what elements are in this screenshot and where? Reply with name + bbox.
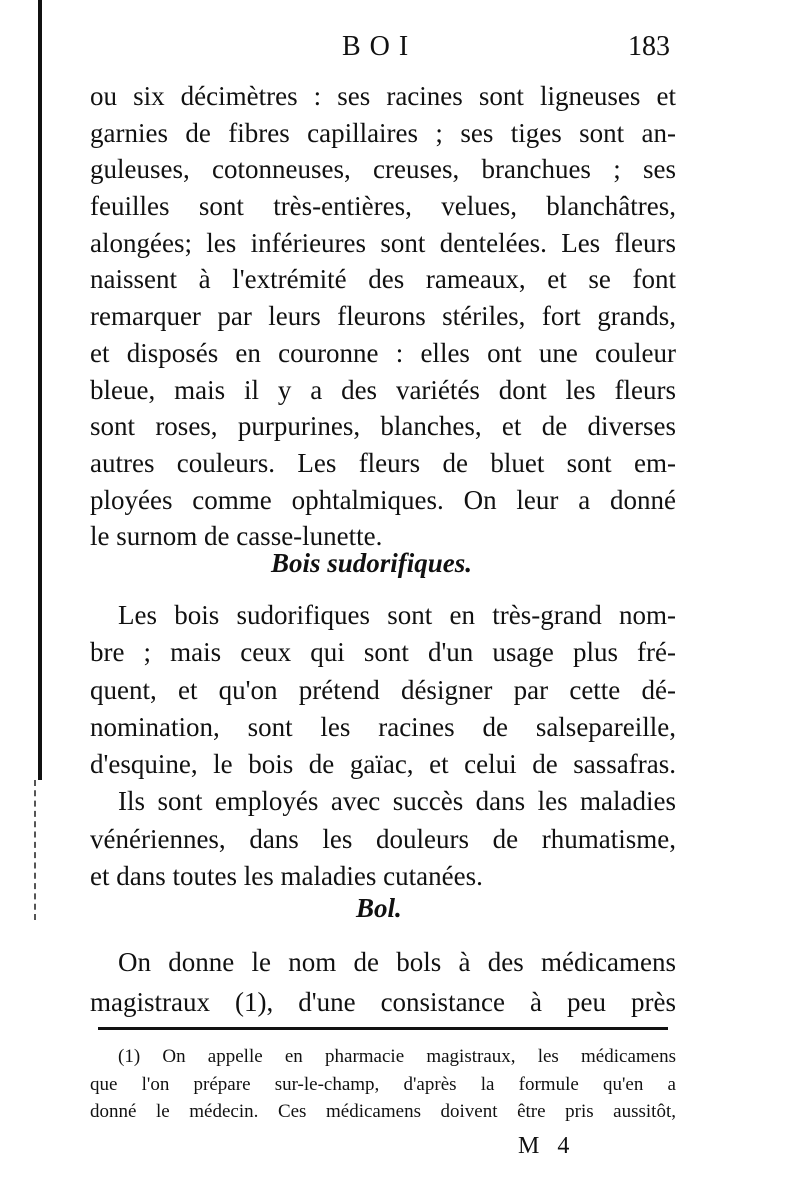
text-line: sont roses, purpurines, blanches, et de diverses [90, 411, 676, 442]
page-header [90, 31, 670, 67]
text-line: naissent à l'extrémité des rameaux, et se font [90, 264, 676, 295]
article-bois-sudorifiques-text [90, 597, 676, 895]
text-line: nomination, sont les racines de salsepareille, [90, 711, 676, 742]
text-line: garnies de fibres capillaires ; ses tiges sont an- [90, 117, 676, 148]
text-line: bleue, mais il y a des variétés dont les fleurs [90, 374, 676, 405]
footnote-line: donné le médecin. Ces médicamens doivent être pris aussitôt, [90, 1101, 676, 1122]
text-line: feuilles sont très-entières, velues, blanchâtres, [90, 191, 676, 222]
text-line: quent, et qu'on prétend désigner par cette dé- [90, 674, 676, 705]
text-line: Les bois sudorifiques sont en très-grand nom- [118, 600, 676, 630]
article-bol-text [90, 942, 676, 1022]
article-bluet-text [90, 78, 676, 555]
text-line: Ils sont employés avec succès dans les maladies [118, 786, 676, 817]
footnote-line: (1) On appelle en pharmacie magistraux, les médicamens [118, 1046, 676, 1067]
footnote-line: que l'on prépare sur-le-champ, d'après la formule qu'en a [90, 1073, 676, 1095]
text-line: le surnom de casse-lunette. [90, 521, 383, 552]
page-number: 183 [628, 31, 670, 62]
running-head: BOI [342, 31, 418, 62]
text-line: et dans toutes les maladies cutanées. [90, 861, 483, 892]
footnote-divider [98, 1027, 668, 1030]
text-line: bre ; mais ceux qui sont d'un usage plus fré- [90, 637, 676, 668]
text-line: d'esquine, le bois de gaïac, et celui de sassafras. [90, 749, 676, 780]
text-line: On donne le nom de bols à des médicamens [118, 947, 676, 977]
binding-edge [38, 0, 42, 780]
text-line: vénériennes, dans les douleurs de rhumatisme, [90, 823, 676, 854]
footnote [90, 1043, 676, 1126]
heading-bol: Bol. [356, 893, 402, 923]
heading-bois-sudorifiques: Bois sudorifiques. [271, 548, 473, 578]
text-line: ployées comme ophtalmiques. On leur a donné [90, 484, 676, 515]
text-line: guleuses, cotonneuses, creuses, branchues ; ses [90, 154, 676, 185]
text-line: alongées; les inférieures sont dentelées. Les fleurs [90, 227, 676, 258]
text-line: autres couleurs. Les fleurs de bluet sont em- [90, 447, 676, 478]
text-line: et disposés en couronne : elles ont une couleur [90, 337, 676, 368]
text-line: ou six décimètres : ses racines sont ligneuses et [90, 81, 676, 111]
signature-mark: M 4 [518, 1133, 576, 1159]
binding-shadow [34, 780, 38, 920]
text-line: magistraux (1), d'une consistance à peu près [90, 987, 676, 1017]
text-line: remarquer par leurs fleurons stériles, fort grands, [90, 301, 676, 332]
